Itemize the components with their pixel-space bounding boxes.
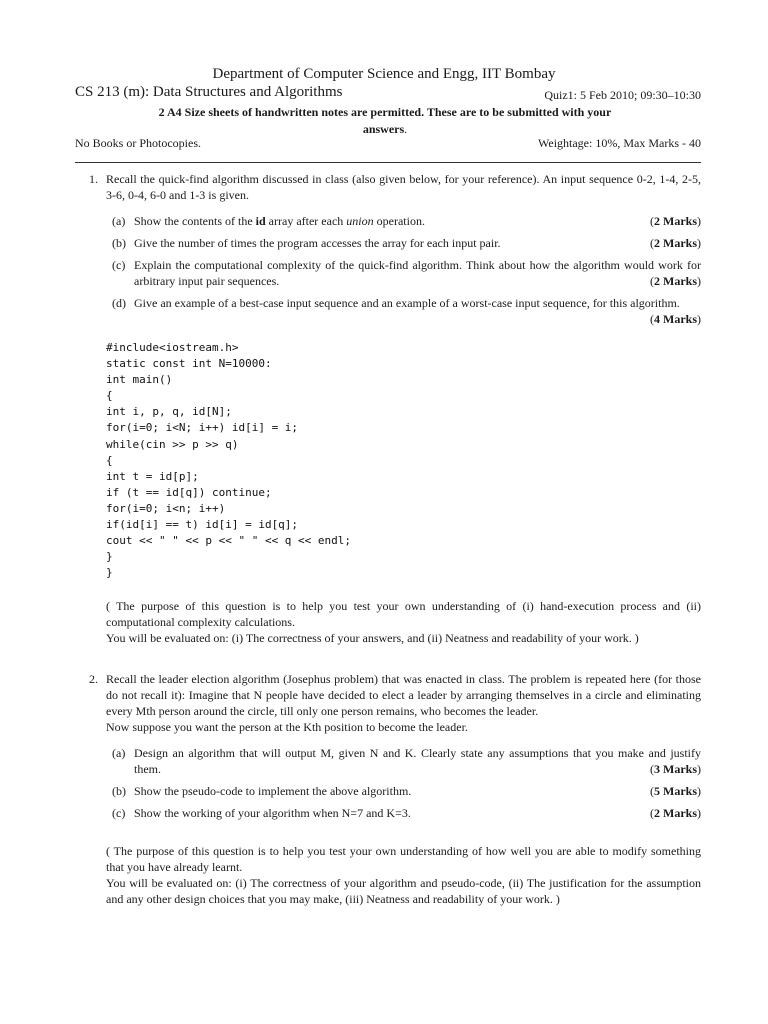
subquestion-c (112, 257, 701, 289)
evaluation-text: You will be evaluated on: (i) The correctness of your algorithm and pseudo-code, (ii) The justification for the assumption and any other design choices that you may make, (iii) Neatness and readability of your work. ) (106, 876, 701, 906)
subquestion-text: Show the working of your algorithm when N=7 and K=3. (134, 806, 411, 820)
purpose-text: ( The purpose of this question is to help you test your own understanding of (i) hand-execution process and (ii) computational complexity calculations. (106, 599, 701, 629)
subquestion-text: Design an algorithm that will output M, given N and K. Clearly state any assumptions that you make and justify them. (134, 746, 701, 776)
question-number: 2. (89, 672, 98, 686)
notice-line-2: answers (362, 122, 405, 136)
marks-badge: (2 Marks) (650, 274, 701, 288)
marks-badge: (3 Marks) (650, 762, 701, 776)
notice-period: . (404, 122, 408, 136)
purpose-text: ( The purpose of this question is to help you test your own understanding of how well you are able to modify something that you have already learnt. (106, 844, 701, 874)
quick-find-code-listing: #include<iostream.h> static const int N=10000: int main() { int i, p, q, id[N]; for(i=0; i<N; i++) id[i] = i; while(cin >> p >> q) { int t = id[p]; if (t == id[q]) continue; for(i=0; i<n; i++) if(id[i] == t) id[i] = id[q]; cout << " " << p << " " << q << endl; } } (106, 341, 352, 580)
subquestion-text: Give an example of a best-case input sequence and an example of a worst-case input sequence, for this algorithm. (134, 296, 680, 310)
question-intro: Recall the quick-find algorithm discussed in class (also given below, for your reference). An input sequence 0-2, 1-4, 2-5, 3-6, 0-4, 6-0 and 1-3 is given. (106, 172, 701, 202)
question-number: 1. (89, 172, 98, 186)
question-1-purpose (106, 598, 701, 646)
subquestion-text: Show the pseudo-code to implement the above algorithm. (134, 784, 412, 798)
quiz-date: Quiz1: 5 Feb 2010; 09:30–10:30 (544, 88, 701, 102)
subquestion-d (112, 295, 701, 326)
subquestion-a (112, 745, 701, 777)
marks-badge: (4 Marks) (650, 312, 701, 326)
notice-line-1: 2 A4 Size sheets of handwritten notes are permitted. These are to be submitted with your (158, 105, 612, 119)
subquestion-label: (a) (112, 214, 126, 228)
subquestion-label: (a) (112, 746, 126, 760)
marks-badge: (5 Marks) (650, 784, 701, 798)
weightage-note: Weightage: 10%, Max Marks - 40 (538, 136, 701, 150)
question-2 (75, 671, 701, 821)
header-divider (75, 162, 701, 163)
question-2-purpose (106, 843, 701, 907)
marks-badge: (2 Marks) (650, 236, 701, 250)
question-1 (75, 171, 701, 327)
subquestion-text: Give the number of times the program accesses the array for each input pair. (134, 236, 501, 250)
subquestion-label: (b) (112, 784, 126, 798)
department-title: Department of Computer Science and Engg, IIT Bombay (212, 66, 556, 82)
course-title: CS 213 (m): Data Structures and Algorithms (75, 84, 343, 100)
subquestion-text: Show the contents of the id array after each union operation. (134, 214, 425, 228)
marks-badge: (2 Marks) (650, 214, 701, 228)
subquestion-label: (b) (112, 236, 126, 250)
evaluation-text: You will be evaluated on: (i) The correctness of your answers, and (ii) Neatness and readability of your work. ) (106, 631, 639, 645)
question-intro: Recall the leader election algorithm (Josephus problem) that was enacted in class. The problem is repeated here (for those do not recall it): Imagine that N people have decided to elect a leader by arranging themselves in a circle and eliminating every Mth person around the circle, till only one person remains, who becomes the leader. (106, 672, 701, 718)
subquestion-label: (c) (112, 258, 126, 272)
question-intro-kth: Now suppose you want the person at the Kth position to become the leader. (106, 720, 468, 734)
subquestion-b (112, 235, 701, 251)
subquestion-label: (c) (112, 806, 126, 820)
marks-badge: (2 Marks) (650, 806, 701, 820)
subquestion-a (112, 213, 701, 229)
no-books-note: No Books or Photocopies. (75, 136, 201, 150)
subquestion-b (112, 783, 701, 799)
subquestion-c (112, 805, 701, 821)
subquestion-label: (d) (112, 296, 126, 310)
subquestion-text: Explain the computational complexity of the quick-find algorithm. Think about how the algorithm would work for arbitrary input pair sequences. (134, 258, 701, 288)
notes-permitted-notice (80, 104, 690, 138)
